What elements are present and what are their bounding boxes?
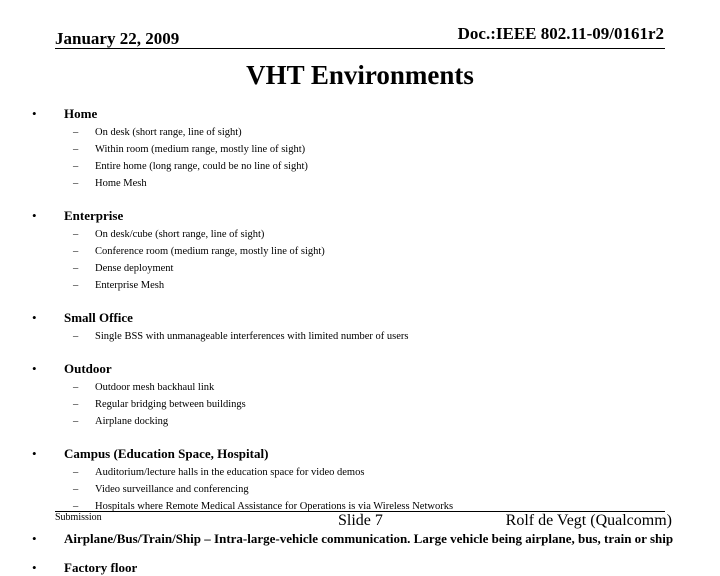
list-item-text: Enterprise Mesh bbox=[95, 280, 165, 291]
section-heading-text: Home bbox=[64, 106, 98, 121]
list-item bbox=[30, 464, 690, 481]
section-spacer bbox=[30, 547, 690, 558]
bullet-icon: • bbox=[32, 106, 37, 121]
dash-icon: – bbox=[73, 263, 79, 274]
dash-icon: – bbox=[73, 127, 79, 138]
sub-bullet-list bbox=[30, 379, 690, 430]
sub-bullet-list bbox=[30, 328, 690, 345]
list-item-text: Within room (medium range, mostly line of sight) bbox=[95, 144, 306, 155]
section-heading bbox=[30, 309, 690, 326]
bullet-icon: • bbox=[32, 208, 37, 223]
section-spacer bbox=[30, 433, 690, 444]
bullet-icon: • bbox=[32, 361, 37, 376]
dash-icon: – bbox=[73, 280, 79, 291]
section-0 bbox=[30, 105, 690, 206]
sub-bullet-list bbox=[30, 124, 690, 192]
dash-icon: – bbox=[73, 161, 79, 172]
section-heading-text: Airplane/Bus/Train/Ship – Intra-large-vehicle communication. Large vehicle being airplane, bus, train or ship bbox=[64, 531, 674, 546]
list-item bbox=[30, 158, 690, 175]
sub-bullet-list bbox=[30, 464, 690, 515]
slide-title: VHT Environments bbox=[246, 60, 474, 90]
dash-icon: – bbox=[73, 246, 79, 257]
section-spacer bbox=[30, 297, 690, 308]
section-heading bbox=[30, 445, 690, 462]
slide-body bbox=[30, 104, 690, 576]
header-doc-id: Doc.:IEEE 802.11-09/0161r2 bbox=[457, 24, 664, 43]
section-1 bbox=[30, 207, 690, 308]
list-item bbox=[30, 277, 690, 294]
section-spacer bbox=[30, 195, 690, 206]
list-item bbox=[30, 413, 690, 430]
bullet-icon: • bbox=[32, 531, 37, 546]
section-heading bbox=[30, 530, 690, 547]
section-3 bbox=[30, 360, 690, 444]
list-item-text: Hospitals where Remote Medical Assistance for Operations is via Wireless Networks bbox=[95, 501, 454, 512]
list-item-text: On desk (short range, line of sight) bbox=[95, 127, 242, 138]
list-item bbox=[30, 481, 690, 498]
dash-icon: – bbox=[73, 331, 79, 342]
bullet-icon: • bbox=[32, 560, 37, 575]
dash-icon: – bbox=[73, 501, 79, 512]
header-divider bbox=[55, 48, 665, 49]
section-heading-text: Campus (Education Space, Hospital) bbox=[64, 446, 269, 461]
dash-icon: – bbox=[73, 382, 79, 393]
footer-slide-number: Slide 7 bbox=[338, 512, 383, 529]
section-heading-text: Factory floor bbox=[64, 560, 138, 575]
section-heading bbox=[30, 105, 690, 122]
list-item-text: Entire home (long range, could be no line of sight) bbox=[95, 161, 308, 172]
dash-icon: – bbox=[73, 144, 79, 155]
list-item-text: Regular bridging between buildings bbox=[95, 399, 246, 410]
section-heading-text: Outdoor bbox=[64, 361, 112, 376]
section-6 bbox=[30, 559, 690, 576]
list-item-text: Video surveillance and conferencing bbox=[95, 484, 249, 495]
list-item bbox=[30, 396, 690, 413]
dash-icon: – bbox=[73, 229, 79, 240]
bullet-icon: • bbox=[32, 446, 37, 461]
list-item bbox=[30, 260, 690, 277]
list-item-text: Conference room (medium range, mostly line of sight) bbox=[95, 246, 325, 257]
bullet-icon: • bbox=[32, 310, 37, 325]
list-item bbox=[30, 141, 690, 158]
list-item-text: Single BSS with unmanageable interferences with limited number of users bbox=[95, 331, 409, 342]
list-item bbox=[30, 379, 690, 396]
section-2 bbox=[30, 309, 690, 359]
list-item-text: Dense deployment bbox=[95, 263, 174, 274]
list-item bbox=[30, 328, 690, 345]
section-heading bbox=[30, 207, 690, 224]
footer-author: Rolf de Vegt (Qualcomm) bbox=[505, 512, 672, 529]
list-item bbox=[30, 124, 690, 141]
list-item bbox=[30, 175, 690, 192]
dash-icon: – bbox=[73, 399, 79, 410]
dash-icon: – bbox=[73, 484, 79, 495]
section-heading-text: Small Office bbox=[64, 310, 133, 325]
section-spacer bbox=[30, 348, 690, 359]
list-item-text: On desk/cube (short range, line of sight) bbox=[95, 229, 265, 240]
section-heading-text: Enterprise bbox=[64, 208, 124, 223]
section-heading bbox=[30, 559, 690, 576]
sub-bullet-list bbox=[30, 226, 690, 294]
footer-submission: Submission bbox=[55, 512, 102, 523]
list-item-text: Outdoor mesh backhaul link bbox=[95, 382, 215, 393]
dash-icon: – bbox=[73, 416, 79, 427]
list-item bbox=[30, 243, 690, 260]
list-item-text: Auditorium/lecture halls in the education space for video demos bbox=[95, 467, 365, 478]
section-heading bbox=[30, 360, 690, 377]
section-5 bbox=[30, 530, 690, 558]
list-item-text: Airplane docking bbox=[95, 416, 169, 427]
header-date: January 22, 2009 bbox=[55, 29, 180, 48]
list-item-text: Home Mesh bbox=[95, 178, 147, 189]
list-item bbox=[30, 226, 690, 243]
dash-icon: – bbox=[73, 178, 79, 189]
dash-icon: – bbox=[73, 467, 79, 478]
